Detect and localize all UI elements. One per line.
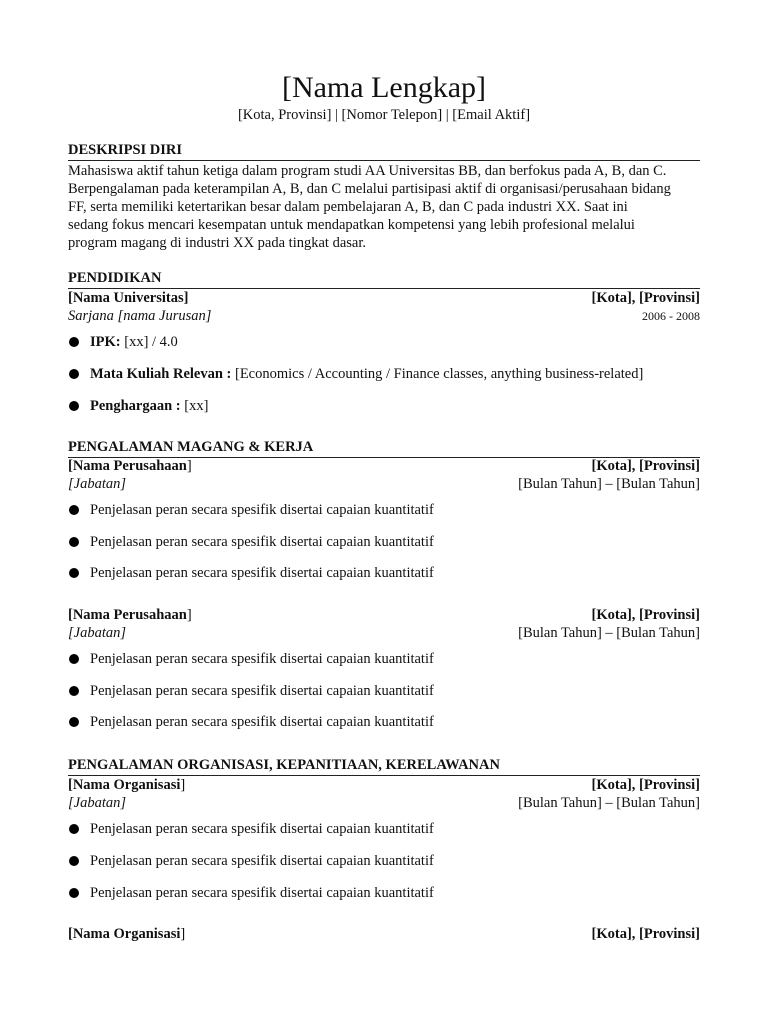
company-name: [Nama Perusahaan bbox=[68, 458, 187, 474]
bullet-text: Penjelasan peran secara spesifik disertai capaian kuantitatif bbox=[90, 534, 434, 550]
bullet-value: [xx] bbox=[180, 398, 209, 414]
work-position-row bbox=[68, 624, 700, 642]
bullet-icon bbox=[69, 856, 79, 866]
bullet-text: Penjelasan peran secara spesifik disertai capaian kuantitatif bbox=[90, 885, 434, 901]
section-title-description: DESKRIPSI DIRI bbox=[68, 141, 700, 161]
education-header-row bbox=[68, 289, 700, 307]
contact-line: [Kota, Provinsi] | [Nomor Telepon] | [Email Aktif] bbox=[237, 107, 531, 123]
section-title-education: PENDIDIKAN bbox=[68, 269, 700, 289]
organization-name-end: ] bbox=[180, 777, 186, 793]
bullet-icon bbox=[69, 401, 79, 411]
period: [Bulan Tahun] – [Bulan Tahun] bbox=[518, 476, 700, 492]
education-degree-row bbox=[68, 307, 700, 325]
list-item bbox=[68, 365, 700, 383]
work-position-row bbox=[68, 475, 700, 493]
bullet-text: Penjelasan peran secara spesifik disertai capaian kuantitatif bbox=[90, 714, 434, 730]
bullet-text: Penjelasan peran secara spesifik disertai capaian kuantitatif bbox=[90, 853, 434, 869]
list-item bbox=[68, 397, 700, 415]
organization-name: [Nama Organisasi bbox=[68, 777, 181, 793]
position: [Jabatan] bbox=[68, 795, 126, 811]
org-header-row bbox=[68, 776, 700, 794]
bullet-value: [xx] / 4.0 bbox=[120, 334, 178, 350]
org-position-row bbox=[68, 794, 700, 812]
education-years: 2006 - 2008 bbox=[642, 309, 700, 323]
list-item bbox=[68, 501, 700, 519]
university-name: [Nama Universitas] bbox=[68, 290, 189, 306]
bullet-label: Mata Kuliah Relevan : bbox=[90, 366, 232, 382]
organization-name-end: ] bbox=[180, 926, 186, 942]
bullet-icon bbox=[69, 654, 79, 664]
work-header-row bbox=[68, 457, 700, 475]
period: [Bulan Tahun] – [Bulan Tahun] bbox=[518, 795, 700, 811]
description-line: FF, serta memiliki ketertarikan besar dalam pembelajaran A, B, dan C pada industri XX. Saat ini bbox=[68, 199, 628, 215]
company-location: [Kota], [Provinsi] bbox=[591, 458, 700, 474]
organization-location: [Kota], [Provinsi] bbox=[591, 926, 700, 942]
bullet-icon bbox=[69, 686, 79, 696]
bullet-label: Penghargaan : bbox=[90, 398, 181, 414]
bullet-icon bbox=[69, 337, 79, 347]
section-title-organization: PENGALAMAN ORGANISASI, KEPANITIAAN, KERELAWANAN bbox=[68, 756, 700, 776]
description-line: Mahasiswa aktif tahun ketiga dalam program studi AA Universitas BB, dan berfokus pada A, B, dan C. bbox=[68, 163, 667, 179]
degree: Sarjana [nama Jurusan] bbox=[68, 308, 212, 324]
list-item bbox=[68, 852, 700, 870]
description-line: program magang di industri XX pada tingkat dasar. bbox=[68, 235, 366, 251]
period: [Bulan Tahun] – [Bulan Tahun] bbox=[518, 625, 700, 641]
bullet-icon bbox=[69, 717, 79, 727]
company-name-end: ] bbox=[186, 607, 192, 623]
university-location: [Kota], [Provinsi] bbox=[591, 290, 700, 306]
work-header-row bbox=[68, 606, 700, 624]
list-item bbox=[68, 713, 700, 731]
organization-name: [Nama Organisasi bbox=[68, 926, 181, 942]
bullet-icon bbox=[69, 888, 79, 898]
bullet-icon bbox=[69, 568, 79, 578]
bullet-icon bbox=[69, 824, 79, 834]
org-header-row bbox=[68, 925, 700, 943]
bullet-icon bbox=[69, 369, 79, 379]
list-item bbox=[68, 533, 700, 551]
bullet-label: IPK: bbox=[90, 334, 121, 350]
company-name: [Nama Perusahaan bbox=[68, 607, 187, 623]
full-name: [Nama Lengkap] bbox=[281, 71, 487, 104]
bullet-text: Penjelasan peran secara spesifik disertai capaian kuantitatif bbox=[90, 821, 434, 837]
list-item bbox=[68, 650, 700, 668]
section-title-work: PENGALAMAN MAGANG & KERJA bbox=[68, 438, 700, 458]
list-item bbox=[68, 564, 700, 582]
company-name-end: ] bbox=[186, 458, 192, 474]
bullet-value: [Economics / Accounting / Finance classes, anything business-related] bbox=[231, 366, 644, 382]
bullet-text: Penjelasan peran secara spesifik disertai capaian kuantitatif bbox=[90, 683, 434, 699]
position: [Jabatan] bbox=[68, 476, 126, 492]
bullet-text: Penjelasan peran secara spesifik disertai capaian kuantitatif bbox=[90, 565, 434, 581]
bullet-text: Penjelasan peran secara spesifik disertai capaian kuantitatif bbox=[90, 651, 434, 667]
list-item bbox=[68, 333, 700, 351]
bullet-text: Penjelasan peran secara spesifik disertai capaian kuantitatif bbox=[90, 502, 434, 518]
bullet-icon bbox=[69, 537, 79, 547]
list-item bbox=[68, 820, 700, 838]
list-item bbox=[68, 682, 700, 700]
bullet-icon bbox=[69, 505, 79, 515]
organization-location: [Kota], [Provinsi] bbox=[591, 777, 700, 793]
position: [Jabatan] bbox=[68, 625, 126, 641]
description-line: sedang fokus mencari kesempatan untuk mendapatkan kompetensi yang lebih profesional melalui bbox=[68, 217, 635, 233]
company-location: [Kota], [Provinsi] bbox=[591, 607, 700, 623]
list-item bbox=[68, 884, 700, 902]
description-line: Berpengalaman pada keterampilan A, B, dan C melalui partisipasi aktif di organisasi/perusahaan bidang bbox=[68, 181, 671, 197]
